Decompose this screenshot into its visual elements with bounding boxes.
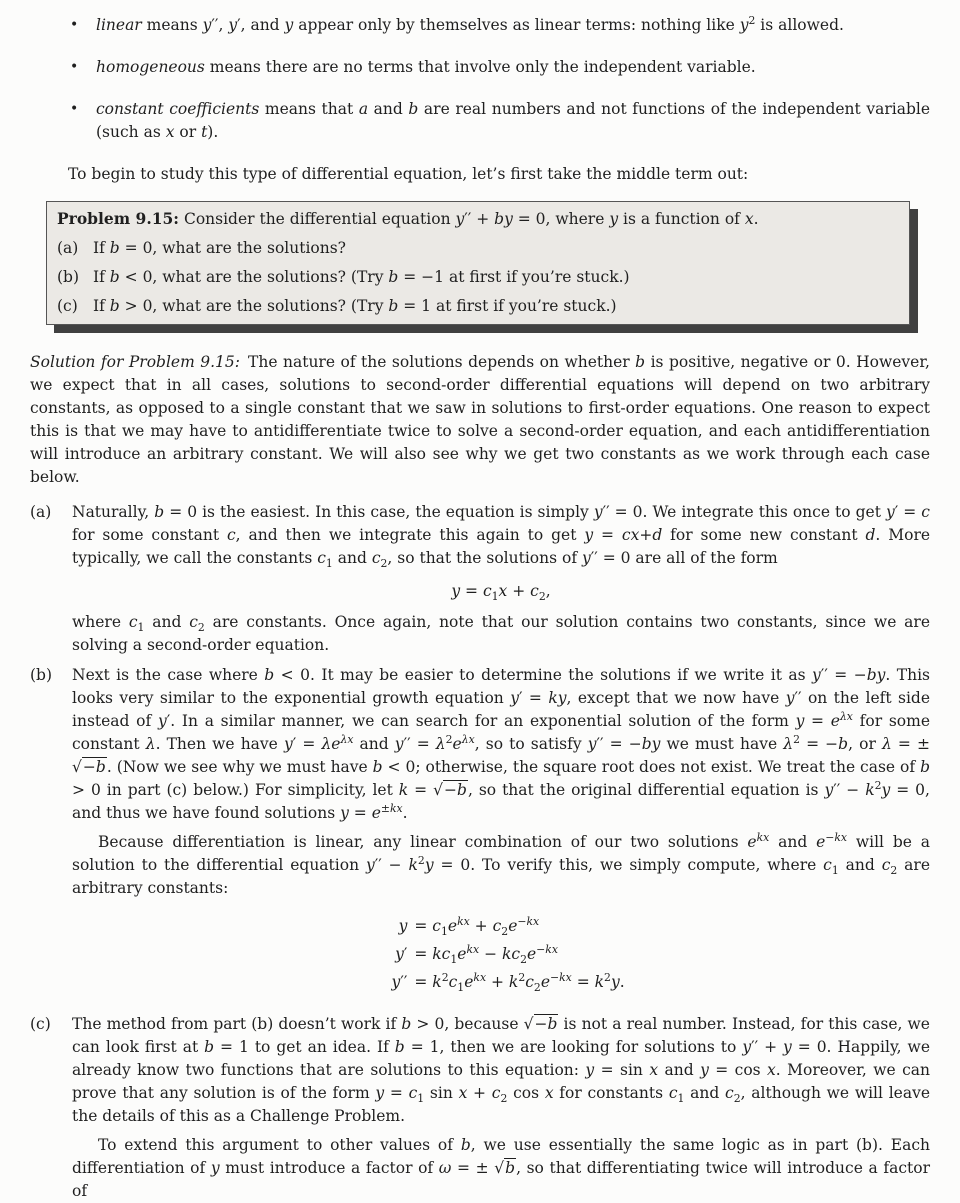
bullet-text: constant coefficients means that a and b are real numbers and not functions of the independent variable (such as x or t). — [96, 100, 930, 141]
item-a-continuation: where $c_1$ and $c_2$ are constants. Once again, note that our solution contains two constants, since we are solving a second-order equation. — [72, 613, 931, 654]
equation-block — [377, 912, 624, 996]
problem-box — [46, 201, 910, 325]
bullet-icon: • — [70, 59, 79, 75]
problem-title: Problem 9.15: Consider the differential equation y′′ + by = 0, where y is a function of x. — [57, 209, 759, 228]
item-c-paragraph: The method from part (b) doesn’t work if b > 0, because √−b is not a real number. Instead, for this case, we can look first at b = 1 to get an idea. If b = 1, then we are looking for solutions to y′′ + y = 0. Happily, we already know two functions that are solutions to this equation: y = sin x and y = cos x. Moreover, we can prove that any solution is of the form $y = c_1$ $\sin x + c_2$ cos x for constants $c_1$ and $c_2$, although we will leave the details of this as a Challenge Problem. — [72, 1015, 931, 1125]
intro-paragraph: To begin to study this type of differential equation, let’s first take the middle term out: — [68, 165, 749, 183]
problem-part-label: (b) — [57, 268, 80, 286]
solution-lead: Solution for Problem 9.15: — [30, 353, 240, 371]
item-a-body — [72, 501, 930, 657]
bullet-icon: • — [70, 17, 79, 33]
item-b — [30, 664, 930, 1006]
item-a-label: (a) — [30, 503, 52, 521]
equation-lhs: y′′ — [391, 973, 408, 991]
problem-part-row-c — [57, 295, 899, 318]
equation-row-y-double-prime — [377, 968, 624, 996]
item-c — [30, 1013, 930, 1203]
bullet-list — [30, 14, 930, 144]
display-equation-a: $y = c_1x + c_2$, — [451, 582, 551, 604]
equation-lhs: y′ — [395, 945, 408, 963]
item-b-label: (b) — [30, 666, 53, 684]
equation-rhs: = $kc_1e^{kx} - kc_2e^{-kx}$ — [414, 942, 558, 967]
bullet-text: linear means y′′, y′, and y appear only by themselves as linear terms: nothing like $y^2$ is allowed. — [96, 13, 844, 34]
bullet-item-homogeneous — [30, 56, 930, 79]
solution-paragraph — [30, 351, 930, 489]
item-c-label: (c) — [30, 1015, 51, 1033]
item-c-body — [72, 1013, 930, 1203]
problem-part-text: If b < 0, what are the solutions? (Try b = −1 at first if you’re stuck.) — [93, 268, 630, 286]
bullet-item-linear — [30, 14, 930, 37]
problem-part-label: (a) — [57, 239, 79, 257]
problem-part-text: If b > 0, what are the solutions? (Try b = 1 at first if you’re stuck.) — [93, 297, 617, 315]
item-a-paragraph: Naturally, b = 0 is the easiest. In this case, the equation is simply y′′ = 0. We integrate this once to get y′ = c for some constant c, and then we integrate this again to get y = cx+d for some new constant d. More typically, we call the constants $c_1$ and $c_2$, so that the solutions of y′′ = 0 are all of the form — [72, 503, 931, 571]
equation-row-y — [377, 912, 624, 940]
bullet-text: homogeneous means there are no terms that involve only the independent variable. — [96, 58, 756, 76]
item-a — [30, 501, 930, 657]
equation-row-y-prime — [377, 940, 624, 968]
equation-lhs: y — [398, 917, 408, 935]
bullet-item-constant-coefficients — [30, 98, 930, 144]
item-b-body — [72, 664, 930, 1006]
solution-body: The nature of the solutions depends on whether b is positive, negative or 0. However, we expect that in all cases, solutions to second-order differential equations will depend on two arbitrary constants, as opposed to a single constant that we saw in solutions to first-order equations. One reason to expect this is that we may have to antidifferentiate twice to solve a second-order equation, and each antidifferentiation will introduce an arbitrary constant. We will also see why we get two constants as we work through each case below. — [30, 353, 930, 486]
item-b-paragraph: Next is the case where b < 0. It may be easier to determine the solutions if we write it as y′′ = −by. This looks very similar to the exponential growth equation y′ = ky, except that we now have y′′ on the left side instead of y′. In a similar manner, we can search for an exponential solution of the form $y = e^{\lambda x}$ for some constant λ. Then we have $y' = \lambda e^{\lambda x}$ and $y'' = \lambda^2e^{\lambda x}$, so to satisfy y′′ = −by we must have $\lambda^2 = -b$, or λ = ± √−b. (Now we see why we must have b < 0; otherwise, the square root does not exist. We treat the case of b > 0 in part (c) below.) For simplicity, let k = √−b, so that the original differential equation is $y'' - k^2y = 0$, and thus we have found solutions $y = e^{\pm kx}$. — [72, 666, 931, 822]
problem-part-row-b — [57, 266, 899, 289]
equation-rhs: = $c_1e^{kx} + c_2e^{-kx}$ — [414, 914, 540, 939]
equation-rhs: = $k^2c_1e^{kx} + k^2c_2e^{-kx} = k^2y$. — [414, 970, 625, 995]
problem-part-label: (c) — [57, 297, 78, 315]
problem-part-text: If b = 0, what are the solutions? — [93, 239, 346, 257]
item-b-linear-combination-paragraph: Because differentiation is linear, any linear combination of our two solutions $e^{kx}$ and $e^{-kx}$ will be a solution to the differential equation $y'' - k^2y = 0$. To verify this, we simply compute, where $c_1$ and $c_2$ are arbitrary constants: — [72, 830, 930, 897]
problem-part-row-a — [57, 237, 899, 260]
final-paragraph: To extend this argument to other values of b, we use essentially the same logic as in part (b). Each differentiation of y must introduce a factor of ω = ± √b, so that differentiating twice will introduce a factor of — [72, 1136, 930, 1200]
bullet-icon: • — [70, 101, 79, 117]
